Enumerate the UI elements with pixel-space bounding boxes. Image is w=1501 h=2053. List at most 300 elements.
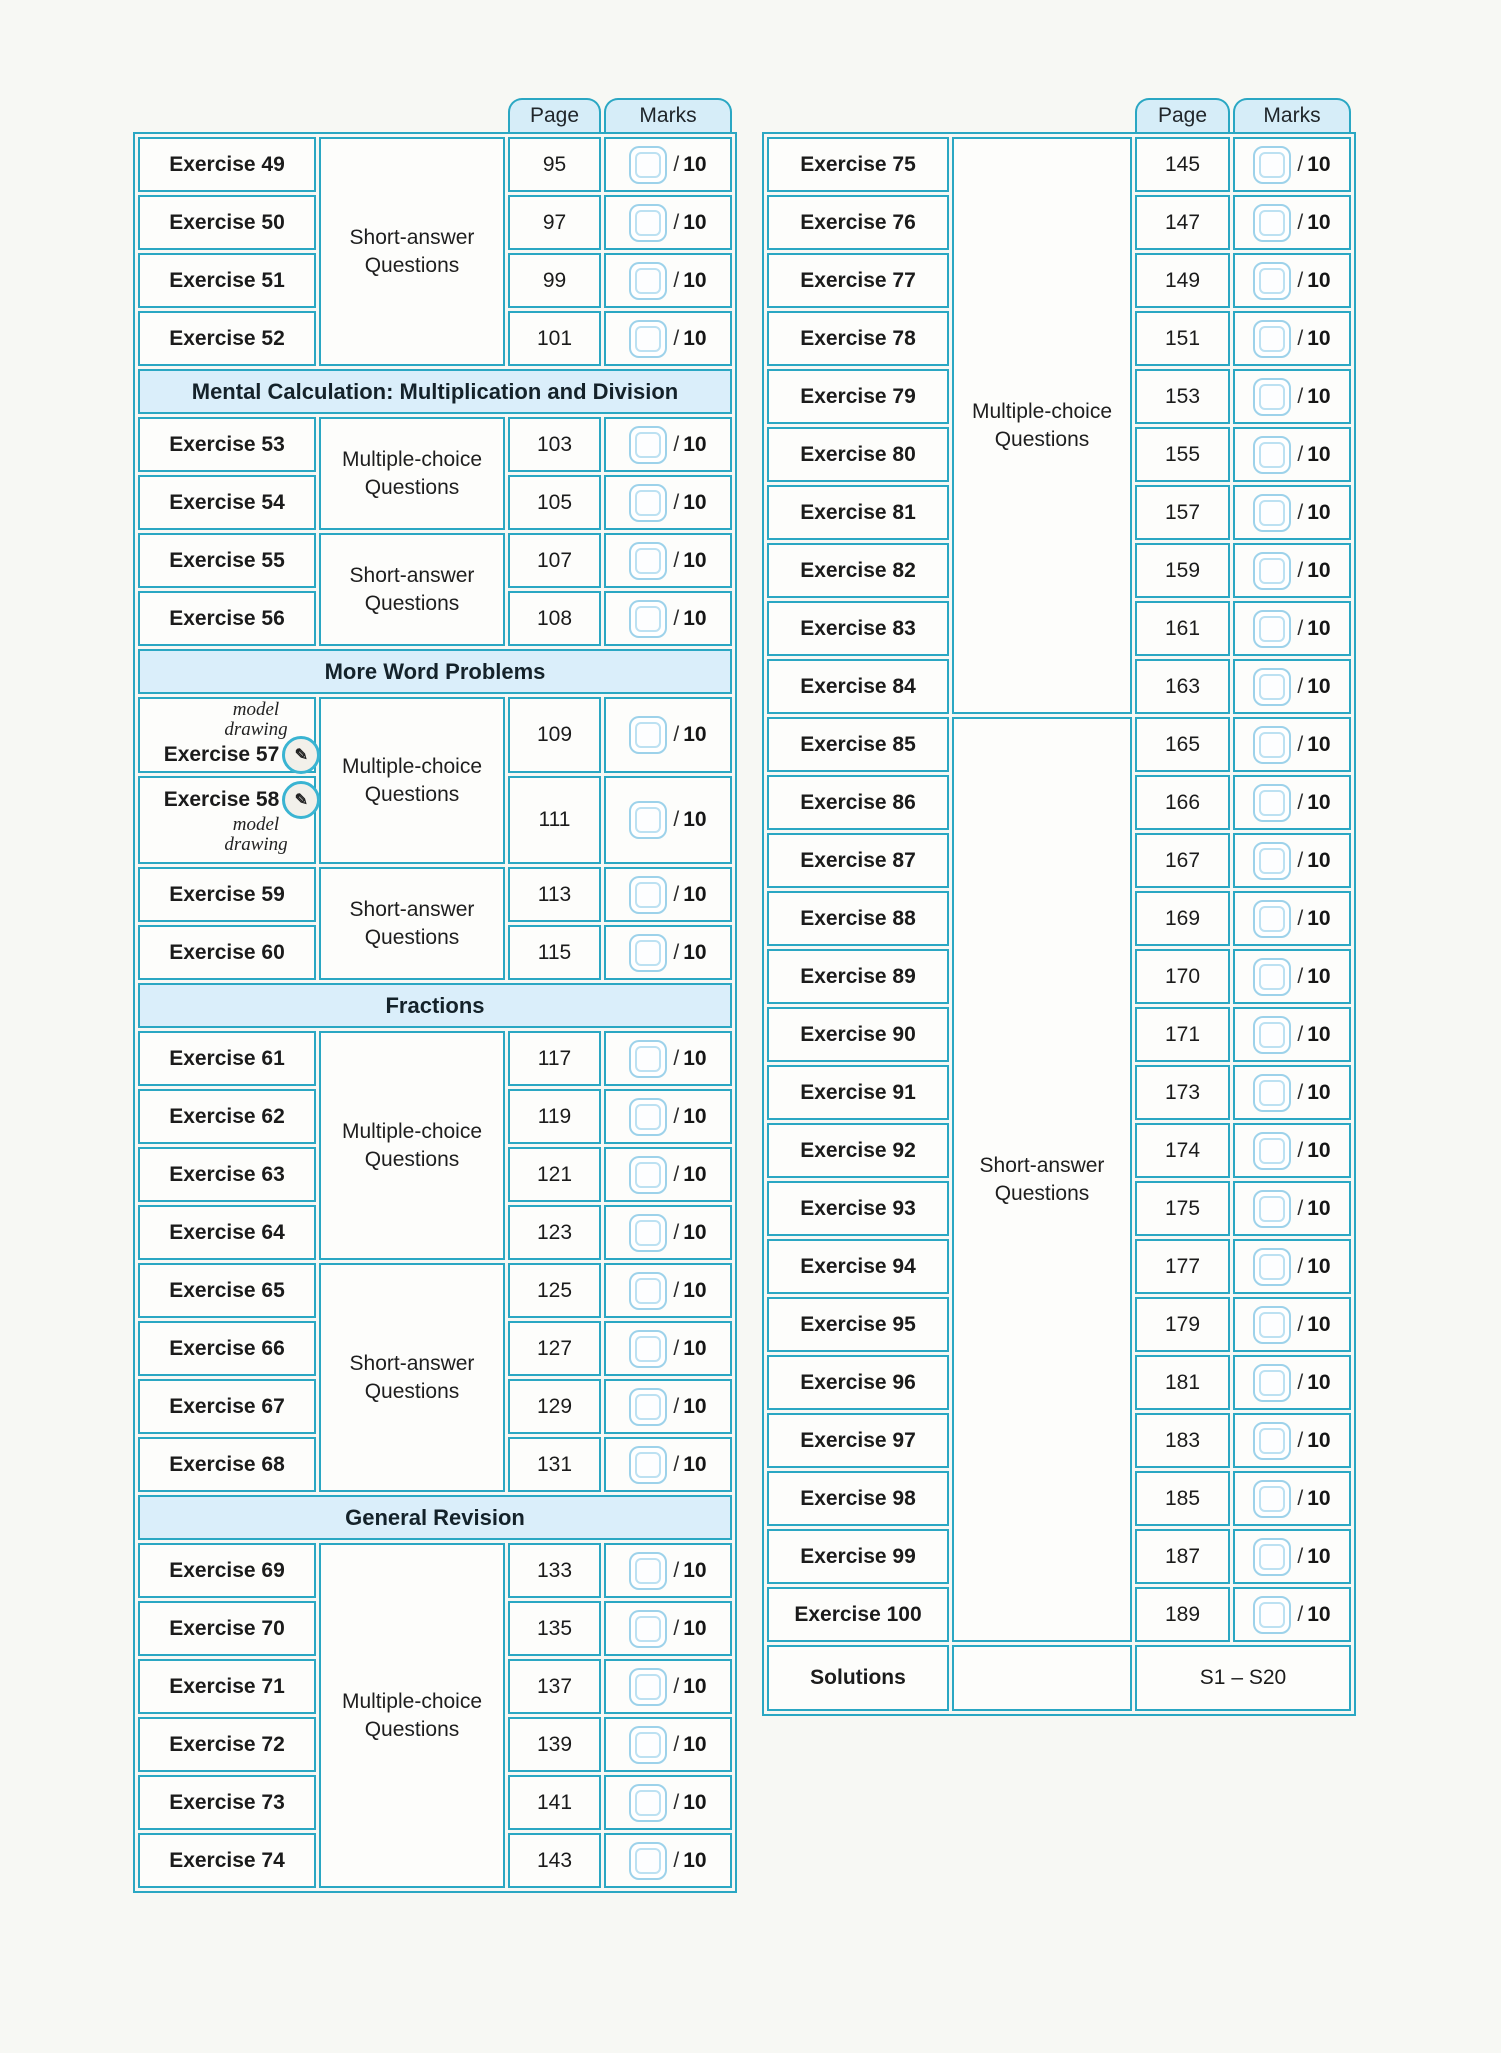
marks-cell (604, 1833, 732, 1888)
marks-slash: / (1297, 268, 1304, 292)
solutions-page-range-cell (1135, 1645, 1351, 1711)
marks-cell (604, 697, 732, 773)
marks-entry-box[interactable] (1253, 436, 1291, 474)
marks-cell (604, 1717, 732, 1772)
exercise-label: Exercise 92 (800, 1138, 916, 1162)
page-number: 155 (1164, 442, 1201, 466)
marks-entry-box-inner (635, 1790, 661, 1816)
marks-entry-box[interactable] (1253, 726, 1291, 764)
marks-total: 10 (683, 882, 707, 906)
marks-entry-box-inner (1259, 1080, 1285, 1106)
marks-total: 10 (1307, 210, 1331, 234)
exercise-cell (767, 137, 949, 192)
marks-slash: / (1297, 152, 1304, 176)
exercise-label: Exercise 56 (169, 606, 285, 630)
model-drawing-annotation: model drawing (224, 699, 288, 740)
page-number: 167 (1164, 848, 1201, 872)
marks-entry-box[interactable] (629, 262, 667, 300)
page-number: 165 (1164, 732, 1201, 756)
question-type-cell (319, 1543, 505, 1888)
marks-slash: / (673, 1452, 680, 1476)
page-number: 113 (537, 882, 572, 906)
marks-entry-box-inner (1259, 1370, 1285, 1396)
exercise-cell (767, 427, 949, 482)
question-type-label: Short-answer Questions (349, 564, 475, 615)
marks-entry-box[interactable] (1253, 146, 1291, 184)
marks-slash: / (1297, 326, 1304, 350)
page-number-cell (508, 925, 601, 980)
marks-cell (604, 137, 732, 192)
marks-cell (604, 311, 732, 366)
marks-slash: / (673, 1278, 680, 1302)
marks-total: 10 (683, 606, 707, 630)
marks-slash: / (673, 1046, 680, 1070)
marks-slash: / (1297, 790, 1304, 814)
exercise-cell (138, 1717, 316, 1772)
exercise-label: Exercise 77 (800, 268, 916, 292)
marks-entry-box[interactable] (629, 542, 667, 580)
page-number: 185 (1164, 1486, 1201, 1510)
marks-entry-box-inner (635, 807, 661, 833)
marks-cell (604, 195, 732, 250)
marks-entry-box-inner (635, 1336, 661, 1362)
marks-cell (604, 1089, 732, 1144)
marks-entry-box[interactable] (629, 1098, 667, 1136)
marks-slash: / (673, 1674, 680, 1698)
marks-entry-box-inner (635, 548, 661, 574)
page-number: 109 (536, 723, 573, 746)
marks-entry-box[interactable] (629, 1040, 667, 1078)
marks-entry-box-inner (635, 1104, 661, 1130)
section-header (138, 369, 732, 414)
marks-entry-box-inner (1259, 674, 1285, 700)
page-number-cell (1135, 1181, 1230, 1236)
page-number: 171 (1164, 1022, 1201, 1046)
marks-entry-box-inner (1259, 1254, 1285, 1280)
exercise-label: Exercise 100 (794, 1602, 922, 1626)
marks-slash: / (1297, 964, 1304, 988)
marks-slash: / (673, 1336, 680, 1360)
exercise-cell (767, 1529, 949, 1584)
marks-slash: / (673, 1732, 680, 1756)
exercise-label: Exercise 51 (169, 268, 285, 292)
marks-entry-box-inner (1259, 326, 1285, 352)
marks-slash: / (1297, 1312, 1304, 1336)
exercise-cell (138, 1031, 316, 1086)
marks-total: 10 (1307, 1486, 1331, 1510)
exercise-cell (138, 776, 316, 864)
marks-entry-box-inner (635, 152, 661, 178)
marks-entry-box[interactable] (629, 1156, 667, 1194)
marks-cell (604, 533, 732, 588)
marks-total: 10 (683, 326, 707, 350)
page-number: 131 (536, 1452, 573, 1476)
marks-entry-box-inner (635, 1848, 661, 1874)
marks-entry-box-inner (635, 722, 661, 748)
marks-entry-box[interactable] (629, 934, 667, 972)
exercise-label: Exercise 66 (169, 1336, 285, 1360)
marks-total: 10 (1307, 500, 1331, 524)
marks-total: 10 (683, 1336, 707, 1360)
marks-cell (1233, 195, 1351, 250)
page-number-cell (508, 533, 601, 588)
marks-slash: / (673, 1104, 680, 1128)
page-number: 147 (1164, 210, 1201, 234)
question-type-label: Multiple-choice Questions (341, 755, 483, 806)
marks-entry-box-inner (635, 1162, 661, 1188)
marks-cell (1233, 1471, 1351, 1526)
exercise-cell (767, 1471, 949, 1526)
marks-table (762, 132, 1356, 1716)
marks-cell (604, 1601, 732, 1656)
marks-entry-box-inner (1259, 384, 1285, 410)
exercise-label: Exercise 70 (169, 1616, 285, 1640)
marks-slash: / (673, 268, 680, 292)
marks-entry-box[interactable] (1253, 1596, 1291, 1634)
exercise-label: Exercise 65 (169, 1278, 285, 1302)
page-number: 159 (1164, 558, 1201, 582)
marks-entry-box[interactable] (1253, 262, 1291, 300)
exercise-cell (767, 891, 949, 946)
exercise-label: Exercise 83 (800, 616, 916, 640)
marks-total: 10 (1307, 674, 1331, 698)
marks-entry-box[interactable] (629, 1610, 667, 1648)
marks-entry-box[interactable] (629, 1272, 667, 1310)
page-number: 103 (536, 432, 573, 456)
marks-entry-box[interactable] (1253, 1306, 1291, 1344)
marks-cell (604, 1147, 732, 1202)
marks-entry-box-inner (1259, 152, 1285, 178)
marks-entry-box-inner (635, 1278, 661, 1304)
exercise-cell (767, 1181, 949, 1236)
page-number-cell (508, 867, 601, 922)
exercise-label: Exercise 72 (169, 1732, 285, 1756)
marks-entry-box[interactable] (629, 1330, 667, 1368)
marks-entry-box[interactable] (629, 1214, 667, 1252)
marks-slash: / (1297, 1080, 1304, 1104)
marks-entry-box[interactable] (629, 1446, 667, 1484)
page-number: 135 (536, 1616, 573, 1640)
marks-cell (1233, 137, 1351, 192)
page-number: 151 (1164, 326, 1201, 350)
page-number-cell (508, 1775, 601, 1830)
exercise-cell (138, 1543, 316, 1598)
marks-entry-box[interactable] (1253, 610, 1291, 648)
exercise-cell (767, 369, 949, 424)
marks-cell (1233, 949, 1351, 1004)
marks-total: 10 (1307, 732, 1331, 756)
exercise-cell (767, 485, 949, 540)
page-number-cell (508, 1379, 601, 1434)
page-number: 129 (536, 1394, 573, 1418)
page-number-cell (1135, 659, 1230, 714)
question-type-label: Short-answer Questions (349, 1352, 475, 1403)
page-number: 123 (536, 1220, 573, 1244)
marks-slash: / (1297, 442, 1304, 466)
exercise-label: Exercise 60 (169, 940, 285, 964)
exercise-label: Exercise 53 (169, 432, 285, 456)
page-number: 153 (1164, 384, 1201, 408)
exercise-cell (767, 1007, 949, 1062)
page-number-cell (1135, 949, 1230, 1004)
exercise-cell (767, 1065, 949, 1120)
marks-entry-box[interactable] (1253, 900, 1291, 938)
marks-entry-box[interactable] (629, 1784, 667, 1822)
marks-slash: / (673, 940, 680, 964)
marks-entry-box[interactable] (629, 320, 667, 358)
marks-total: 10 (683, 1616, 707, 1640)
marks-slash: / (673, 606, 680, 630)
marks-entry-box-inner (1259, 1138, 1285, 1164)
exercise-label: Exercise 93 (800, 1196, 916, 1220)
marks-total: 10 (683, 490, 707, 514)
exercise-label: Exercise 79 (800, 384, 916, 408)
marks-entry-box-inner (1259, 790, 1285, 816)
marks-total: 10 (1307, 1370, 1331, 1394)
marks-total: 10 (683, 1558, 707, 1582)
marks-entry-box[interactable] (1253, 1248, 1291, 1286)
marks-entry-box[interactable] (1253, 494, 1291, 532)
marks-entry-box[interactable] (629, 1726, 667, 1764)
left-marks-table (133, 104, 737, 1893)
model-drawing-icon: ✎ (282, 736, 320, 774)
exercise-cell (138, 1205, 316, 1260)
marks-total: 10 (683, 1394, 707, 1418)
page-number-cell (1135, 1065, 1230, 1120)
page-number-cell (1135, 311, 1230, 366)
marks-entry-box-inner (635, 326, 661, 352)
exercise-cell (767, 1297, 949, 1352)
marks-cell (604, 867, 732, 922)
marks-entry-box[interactable] (629, 716, 667, 754)
exercise-cell (767, 1123, 949, 1178)
marks-entry-box-inner (1259, 1428, 1285, 1454)
marks-entry-box-inner (635, 940, 661, 966)
marks-entry-box[interactable] (629, 1842, 667, 1880)
marks-slash: / (1297, 558, 1304, 582)
page-number-cell (508, 1601, 601, 1656)
marks-slash: / (673, 1220, 680, 1244)
page-number-cell (1135, 833, 1230, 888)
exercise-label: Exercise 95 (800, 1312, 916, 1336)
marks-entry-box-inner (1259, 964, 1285, 990)
marks-cell (604, 591, 732, 646)
marks-entry-box[interactable] (1253, 378, 1291, 416)
marks-total: 10 (683, 152, 707, 176)
exercise-cell (767, 601, 949, 656)
marks-cell (1233, 659, 1351, 714)
page-number: 95 (542, 152, 567, 176)
marks-slash: / (1297, 616, 1304, 640)
marks-entry-box[interactable] (1253, 1074, 1291, 1112)
marks-entry-box[interactable] (1253, 320, 1291, 358)
marks-entry-box[interactable] (629, 146, 667, 184)
page-number-cell (1135, 369, 1230, 424)
page-column-tab (1135, 98, 1230, 132)
question-type-cell (319, 1263, 505, 1492)
marks-slash: / (1297, 1254, 1304, 1278)
marks-cell (604, 475, 732, 530)
exercise-label: Exercise 54 (169, 490, 285, 514)
marks-entry-box[interactable] (1253, 552, 1291, 590)
exercise-label: Exercise 91 (800, 1080, 916, 1104)
question-type-cell (319, 1031, 505, 1260)
exercise-label: Exercise 76 (800, 210, 916, 234)
page-number: 161 (1164, 616, 1201, 640)
marks-cell (1233, 1239, 1351, 1294)
page-number-cell (508, 1147, 601, 1202)
exercise-label: Exercise 69 (169, 1558, 285, 1582)
exercise-label: Exercise 62 (169, 1104, 285, 1128)
marks-entry-box-inner (635, 1558, 661, 1584)
exercise-cell (767, 1239, 949, 1294)
marks-entry-box[interactable] (1253, 1364, 1291, 1402)
marks-entry-box[interactable] (1253, 784, 1291, 822)
marks-cell (604, 1379, 732, 1434)
marks-slash: / (673, 1790, 680, 1814)
exercise-label: Exercise 89 (800, 964, 916, 988)
page-number: 115 (537, 940, 572, 964)
marks-entry-box[interactable] (629, 484, 667, 522)
exercise-label: Exercise 96 (800, 1370, 916, 1394)
page-number-cell (508, 1717, 601, 1772)
marks-slash: / (1297, 1602, 1304, 1626)
marks-entry-box[interactable] (1253, 1422, 1291, 1460)
exercise-cell (767, 1413, 949, 1468)
page-number-cell (508, 1205, 601, 1260)
exercise-cell (138, 253, 316, 308)
marks-column-tab (1233, 98, 1351, 132)
page-number: 141 (536, 1790, 573, 1814)
exercise-label: Exercise 97 (800, 1428, 916, 1452)
marks-entry-box[interactable] (629, 204, 667, 242)
marks-entry-box[interactable] (1253, 1538, 1291, 1576)
marks-entry-box-inner (635, 1452, 661, 1478)
marks-total: 10 (683, 268, 707, 292)
marks-total: 10 (683, 210, 707, 234)
question-type-cell (319, 533, 505, 646)
page-number-cell (508, 776, 601, 864)
marks-entry-box[interactable] (1253, 668, 1291, 706)
marks-total: 10 (683, 1104, 707, 1128)
page-number-cell (1135, 1007, 1230, 1062)
exercise-label: Exercise 67 (169, 1394, 285, 1418)
marks-slash: / (1297, 848, 1304, 872)
page-number: 108 (536, 606, 573, 630)
page-number-cell (508, 1089, 601, 1144)
exercise-cell (767, 543, 949, 598)
exercise-cell (767, 311, 949, 366)
marks-total: 10 (683, 1848, 707, 1872)
page-number-cell (1135, 543, 1230, 598)
exercise-label: Exercise 84 (800, 674, 916, 698)
marks-total: 10 (1307, 326, 1331, 350)
marks-entry-box[interactable] (629, 600, 667, 638)
marks-cell (604, 1263, 732, 1318)
marks-cell (1233, 1007, 1351, 1062)
marks-entry-box[interactable] (629, 876, 667, 914)
marks-entry-box[interactable] (629, 801, 667, 839)
marks-entry-box[interactable] (629, 1668, 667, 1706)
marks-total: 10 (1307, 1138, 1331, 1162)
marks-total: 10 (1307, 1196, 1331, 1220)
solutions-cell (767, 1645, 949, 1711)
marks-total: 10 (1307, 616, 1331, 640)
page-number: 187 (1164, 1544, 1201, 1568)
question-type-label: Short-answer Questions (349, 898, 475, 949)
question-type-label: Multiple-choice Questions (341, 448, 483, 499)
marks-entry-box[interactable] (1253, 1190, 1291, 1228)
marks-entry-box[interactable] (1253, 842, 1291, 880)
model-drawing-annotation: model drawing (224, 814, 288, 855)
exercise-label: Exercise 86 (800, 790, 916, 814)
page-number: 175 (1164, 1196, 1201, 1220)
marks-total: 10 (683, 432, 707, 456)
marks-entry-box[interactable] (1253, 1016, 1291, 1054)
page-number: 170 (1164, 964, 1201, 988)
exercise-cell (138, 591, 316, 646)
section-title: Mental Calculation: Multiplication and Division (191, 378, 679, 404)
marks-cell (1233, 1065, 1351, 1120)
marks-entry-box[interactable] (1253, 958, 1291, 996)
marks-entry-box[interactable] (1253, 1480, 1291, 1518)
marks-entry-box[interactable] (629, 426, 667, 464)
marks-slash: / (1297, 1196, 1304, 1220)
exercise-label: Exercise 63 (169, 1162, 285, 1186)
page-number-cell (508, 1833, 601, 1888)
marks-slash: / (673, 432, 680, 456)
marks-cell (1233, 369, 1351, 424)
solutions-label: Solutions (810, 1666, 906, 1689)
marks-slash: / (1297, 906, 1304, 930)
exercise-label: Exercise 50 (169, 210, 285, 234)
marks-slash: / (1297, 210, 1304, 234)
page-number: 137 (536, 1674, 573, 1698)
marks-cell (1233, 833, 1351, 888)
marks-entry-box[interactable] (1253, 1132, 1291, 1170)
marks-total: 10 (683, 1732, 707, 1756)
marks-entry-box[interactable] (1253, 204, 1291, 242)
marks-entry-box[interactable] (629, 1552, 667, 1590)
exercise-cell (138, 1437, 316, 1492)
page-number-cell (508, 1543, 601, 1598)
marks-slash: / (1297, 384, 1304, 408)
marks-cell (1233, 253, 1351, 308)
page-number: 157 (1164, 500, 1201, 524)
marks-slash: / (1297, 1544, 1304, 1568)
page-number-cell (1135, 1123, 1230, 1178)
page-number-cell (1135, 601, 1230, 656)
marks-entry-box-inner (1259, 1022, 1285, 1048)
marks-entry-box[interactable] (629, 1388, 667, 1426)
marks-slash: / (673, 210, 680, 234)
page-number: 177 (1164, 1254, 1201, 1278)
exercise-cell (138, 867, 316, 922)
exercise-cell (767, 717, 949, 772)
marks-slash: / (673, 1394, 680, 1418)
marks-total: 10 (1307, 964, 1331, 988)
marks-entry-box-inner (635, 1616, 661, 1642)
exercise-cell (138, 475, 316, 530)
question-type-label: Multiple-choice Questions (341, 1120, 483, 1171)
exercise-label: Exercise 87 (800, 848, 916, 872)
page-number: 139 (536, 1732, 573, 1756)
exercise-cell (138, 925, 316, 980)
page-number-cell (508, 137, 601, 192)
question-type-label: Short-answer Questions (349, 226, 475, 277)
marks-entry-box-inner (635, 1394, 661, 1420)
marks-entry-box-inner (635, 1220, 661, 1246)
